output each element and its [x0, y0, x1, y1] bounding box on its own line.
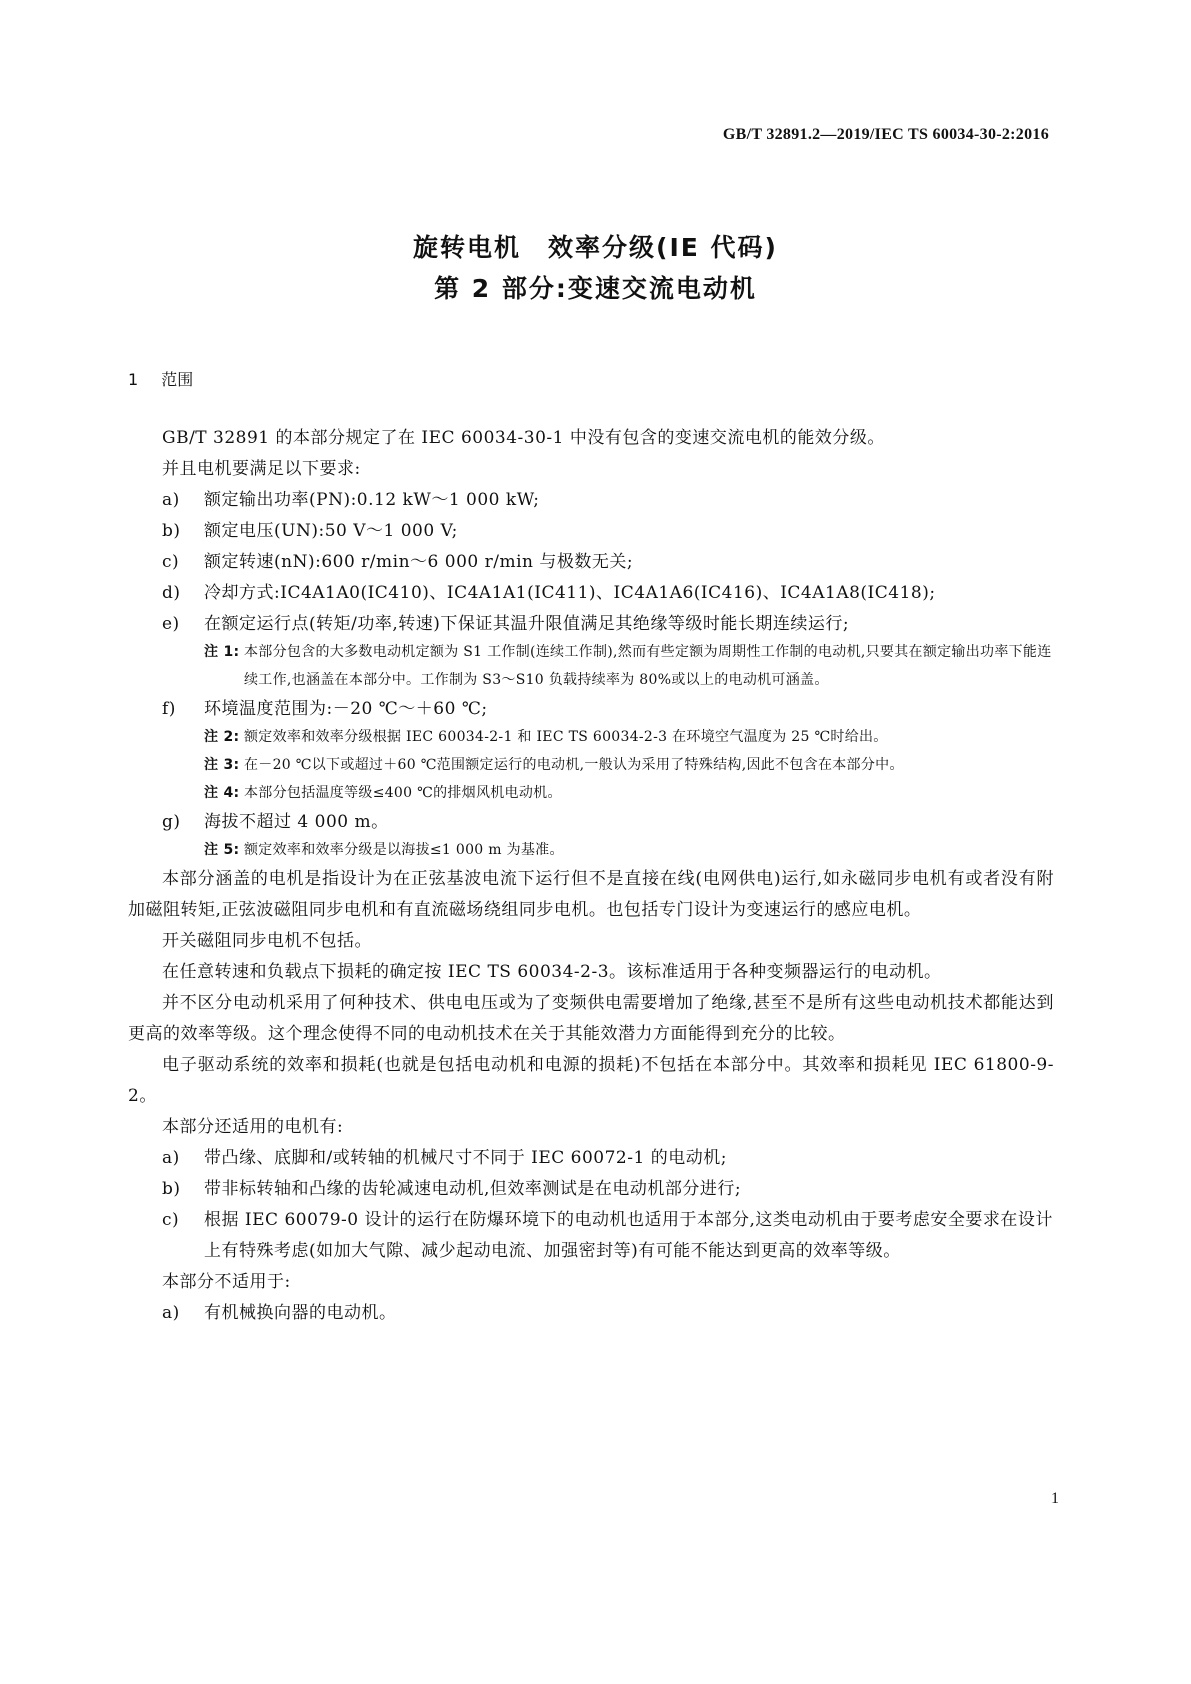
section-number: 1 [128, 370, 139, 389]
note-label: 注 2: [204, 729, 240, 745]
list-text: 额定输出功率(PN):0.12 kW～1 000 kW; [204, 490, 540, 510]
note-text: 额定效率和效率分级是以海拔≤1 000 m 为基准。 [244, 842, 564, 858]
note [128, 836, 1054, 864]
list-item [128, 578, 1054, 609]
note-label: 注 1: [204, 644, 240, 660]
note [128, 723, 1054, 751]
paragraph: 开关磁阻同步电机不包括。 [162, 931, 372, 951]
list-text: 冷却方式:IC4A1A0(IC410)、IC4A1A1(IC411)、IC4A1A6(IC416)、IC4A1A8(IC418); [204, 583, 936, 603]
list-item [128, 694, 1054, 725]
note-text: 在－20 ℃以下或超过＋60 ℃范围额定运行的电动机,一般认为采用了特殊结构,因此不包含在本部分中。 [244, 757, 904, 773]
paragraph: 电子驱动系统的效率和损耗(也就是包括电动机和电源的损耗)不包括在本部分中。其效率和损耗见 IEC 61800-9-2。 [128, 1055, 1054, 1106]
paragraph: 并不区分电动机采用了何种技术、供电电压或为了变频供电需要增加了绝缘,甚至不是所有这些电动机技术都能达到更高的效率等级。这个理念使得不同的电动机技术在关于其能效潜力方面能得到充分的比较。 [128, 993, 1054, 1044]
note-text: 本部分包括温度等级≤400 ℃的排烟风机电动机。 [244, 785, 562, 801]
list-label: f) [162, 699, 176, 719]
list-text: 有机械换向器的电动机。 [204, 1303, 397, 1323]
note [128, 638, 1054, 694]
list-label: d) [162, 583, 181, 603]
list-text: 带凸缘、底脚和/或转轴的机械尺寸不同于 IEC 60072-1 的电动机; [204, 1148, 727, 1168]
list-label: a) [162, 1303, 180, 1323]
list-text: 在额定运行点(转矩/功率,转速)下保证其温升限值满足其绝缘等级时能长期连续运行; [204, 614, 850, 634]
list-text: 带非标转轴和凸缘的齿轮减速电动机,但效率测试是在电动机部分进行; [204, 1179, 742, 1199]
list-label: b) [162, 521, 181, 541]
list-item [128, 516, 1054, 547]
list-label: c) [162, 1210, 180, 1230]
list-label: a) [162, 490, 180, 510]
section-title: 范围 [161, 370, 194, 389]
paragraph: 本部分不适用于: [162, 1272, 291, 1292]
list-text: 海拔不超过 4 000 m。 [204, 812, 389, 832]
note-label: 注 3: [204, 757, 240, 773]
list-item [128, 1174, 1054, 1205]
list-label: e) [162, 614, 180, 634]
note [128, 751, 1054, 779]
list-item [128, 609, 1054, 640]
paragraph: GB/T 32891 的本部分规定了在 IEC 60034-30-1 中没有包含的变速交流电机的能效分级。 [162, 428, 885, 448]
paragraph: 在任意转速和负载点下损耗的确定按 IEC TS 60034-2-3。该标准适用于各种变频器运行的电动机。 [162, 962, 942, 982]
list-item [128, 1205, 1054, 1267]
document-title-line1: 旋转电机 效率分级(IE 代码) [413, 233, 778, 262]
list-label: b) [162, 1179, 181, 1199]
list-item [128, 807, 1054, 838]
note-label: 注 5: [204, 842, 240, 858]
standard-code-header: GB/T 32891.2—2019/IEC TS 60034-30-2:2016 [722, 126, 1049, 143]
list-label: g) [162, 812, 181, 832]
note-text: 本部分包含的大多数电动机定额为 S1 工作制(连续工作制),然而有些定额为周期性工作制的电动机,只要其在额定输出功率下能连续工作,也涵盖在本部分中。工作制为 S3～S10 负载持续率为 80%或以上的电动机可涵盖。 [244, 644, 1052, 688]
list-item [128, 1143, 1054, 1174]
paragraph: 本部分还适用的电机有: [162, 1117, 344, 1137]
list-text: 额定转速(nN):600 r/min～6 000 r/min 与极数无关; [204, 552, 634, 572]
list-label: c) [162, 552, 180, 572]
note-label: 注 4: [204, 785, 240, 801]
list-text: 根据 IEC 60079-0 设计的运行在防爆环境下的电动机也适用于本部分,这类电动机由于要考虑安全要求在设计上有特殊考虑(如加大气隙、减少起动电流、加强密封等)有可能不能达到更高的效率等级。 [204, 1210, 1053, 1261]
list-text: 额定电压(UN):50 V～1 000 V; [204, 521, 458, 541]
list-item [128, 485, 1054, 516]
page-number: 1 [1051, 1490, 1059, 1507]
list-item [128, 1298, 1054, 1329]
list-item [128, 547, 1054, 578]
note [128, 779, 1054, 807]
note-text: 额定效率和效率分级根据 IEC 60034-2-1 和 IEC TS 60034-2-3 在环境空气温度为 25 ℃时给出。 [244, 729, 888, 745]
document-title-line2: 第 2 部分:变速交流电动机 [434, 274, 757, 303]
list-label: a) [162, 1148, 180, 1168]
list-text: 环境温度范围为:－20 ℃～＋60 ℃; [204, 699, 488, 719]
paragraph: 并且电机要满足以下要求: [162, 459, 361, 479]
section-heading [128, 367, 193, 390]
paragraph: 本部分涵盖的电机是指设计为在正弦基波电流下运行但不是直接在线(电网供电)运行,如永磁同步电机有或者没有附加磁阻转矩,正弦波磁阻同步电机和有直流磁场绕组同步电机。也包括专门设计为变速运行的感应电机。 [128, 869, 1054, 920]
document-body [128, 423, 1054, 1329]
